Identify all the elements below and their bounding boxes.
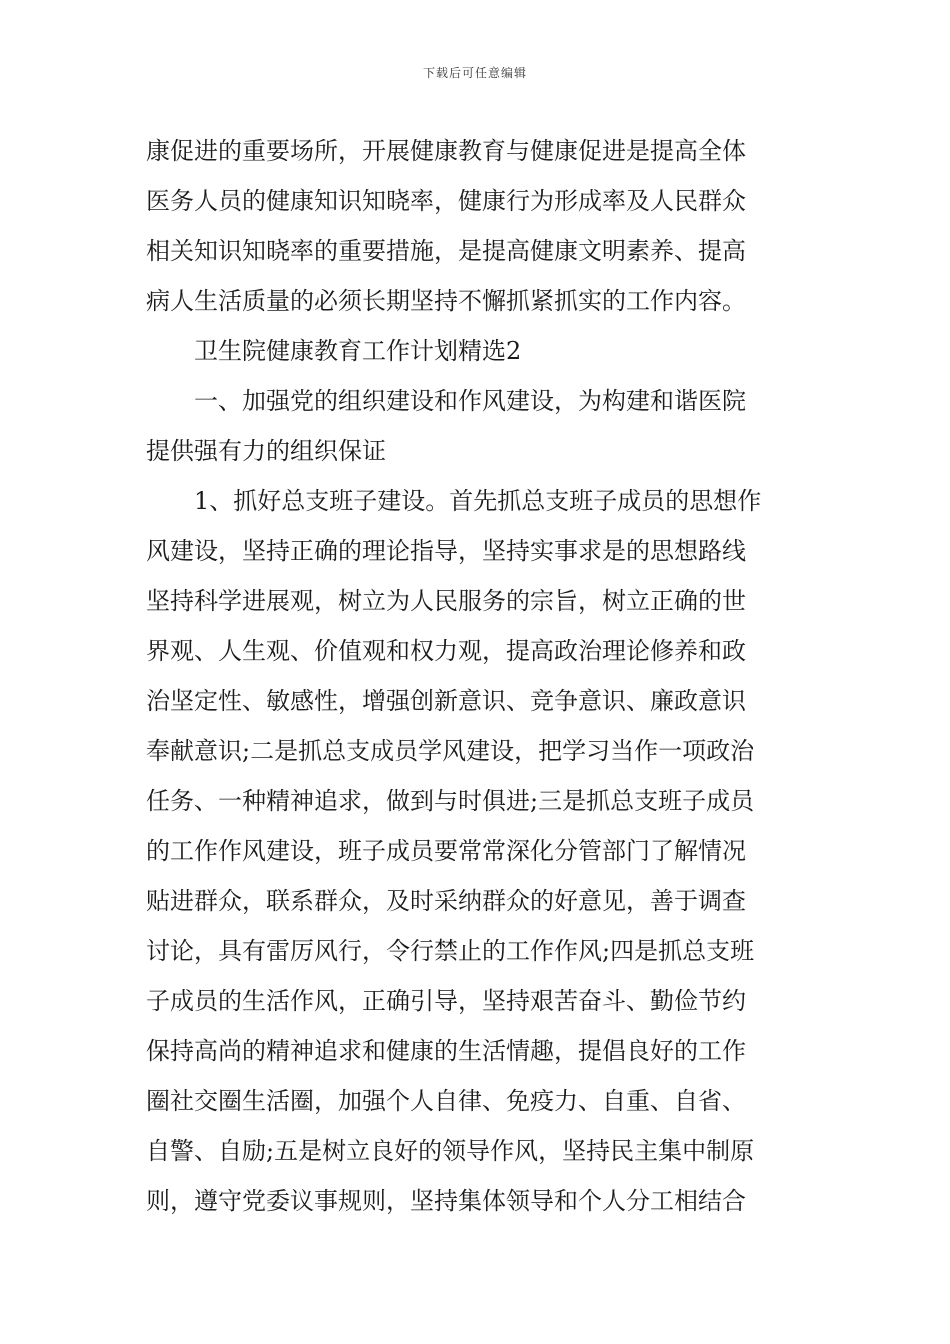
text-line: 病人生活质量的必须长期坚持不懈抓紧抓实的工作内容。 xyxy=(146,287,746,315)
text-line: 界观、人生观、价值观和权力观，提高政治理论修养和政 xyxy=(146,637,746,665)
heading-line: 提供强有力的组织保证 xyxy=(146,437,386,465)
text-line: 讨论，具有雷厉风行，令行禁止的工作作风;四是抓总支班 xyxy=(146,937,755,965)
text-line: 的工作作风建设，班子成员要常常深化分管部门了解情况 xyxy=(146,837,746,865)
text-line: 相关知识知晓率的重要措施，是提高健康文明素养、提高 xyxy=(146,237,746,265)
text-line: 则，遵守党委议事规则，坚持集体领导和个人分工相结合 xyxy=(146,1187,746,1215)
section-title: 卫生院健康教育工作计划精选2 xyxy=(194,337,522,365)
text-line: 1、抓好总支班子建设。首先抓总支班子成员的思想作 xyxy=(194,487,762,515)
text-line: 坚持科学进展观，树立为人民服务的宗旨，树立正确的世 xyxy=(146,587,746,615)
text-line: 康促进的重要场所，开展健康教育与健康促进是提高全体 xyxy=(146,137,746,165)
text-line: 医务人员的健康知识知晓率，健康行为形成率及人民群众 xyxy=(146,187,746,215)
text-line: 子成员的生活作风，正确引导，坚持艰苦奋斗、勤俭节约 xyxy=(146,987,746,1015)
text-line: 圈社交圈生活圈，加强个人自律、免疫力、自重、自省、 xyxy=(146,1087,746,1115)
text-line: 贴进群众，联系群众，及时采纳群众的好意见，善于调查 xyxy=(146,887,746,915)
text-line: 保持高尚的精神追求和健康的生活情趣，提倡良好的工作 xyxy=(146,1037,746,1065)
text-line: 风建设，坚持正确的理论指导，坚持实事求是的思想路线 xyxy=(146,537,746,565)
text-line: 奉献意识;二是抓总支成员学风建设，把学习当作一项政治 xyxy=(146,737,755,765)
text-line: 治坚定性、敏感性，增强创新意识、竞争意识、廉政意识 xyxy=(146,687,746,715)
heading-line: 一、加强党的组织建设和作风建设，为构建和谐医院 xyxy=(194,387,746,415)
page-header-note: 下载后可任意编辑 xyxy=(422,66,527,80)
text-line: 任务、一种精神追求，做到与时俱进;三是抓总支班子成员 xyxy=(146,787,755,815)
document-body xyxy=(146,126,806,1226)
text-line: 自警、自励;五是树立良好的领导作风，坚持民主集中制原 xyxy=(146,1137,755,1165)
